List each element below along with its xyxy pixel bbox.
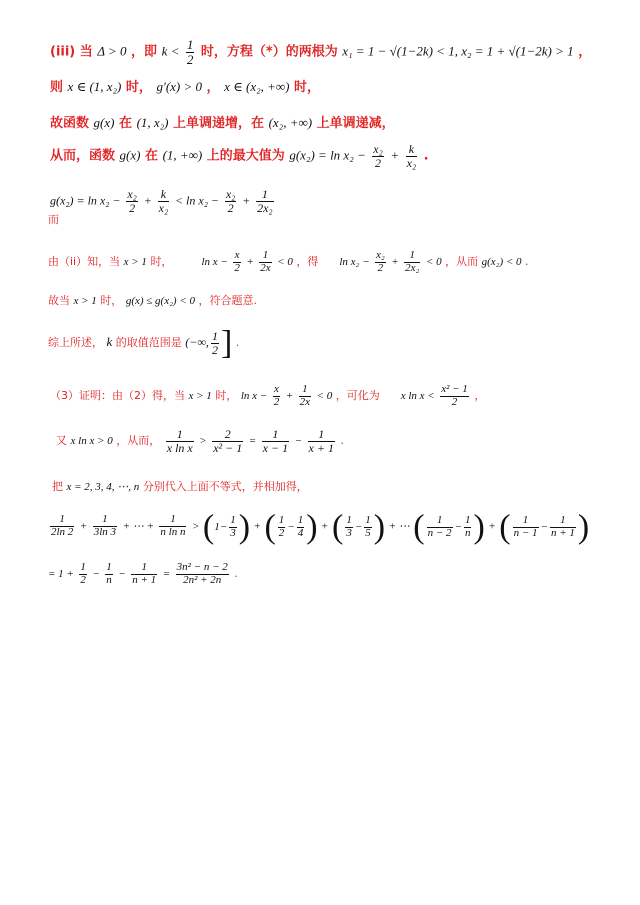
math: ln x₂ − [339, 256, 370, 269]
line-4: 从而，函数 g(x) 在 (1, +∞) 上的最大值为 g(x₂) = ln x₂ − $\frac{\text{x₂}}{2}$ + $\frac{k}{\text{x₂}}$ . [50, 142, 429, 170]
frac: $\frac{1}{2}$ [80, 561, 86, 586]
math-k: k < [161, 43, 180, 59]
line-5-equation: g(x₂) = ln x₂ − $\frac{\text{x₂}}{2}$ + $\frac{k}{\text{x₂}}$ < ln x₂ − $\frac{\text{x₂}}{2}$ + $\frac{1}{\text{2x₂}}$ [50, 187, 273, 215]
frac: $\frac{x}{2}$ [234, 249, 240, 274]
text-er: 而 [48, 213, 59, 226]
math-derivative: g′(x) > 0 [156, 79, 203, 94]
math-max: g(x₂) = ln x₂ − [289, 147, 366, 163]
frac: $\frac{\text{x₂}}{2}$ [127, 187, 137, 215]
frac: $\frac{\text{x² − 1}}{2}$ [441, 383, 468, 408]
math-roots: x₁ = 1 − √(1−2k) < 1, x₂ = 1 + √(1−2k) > 1 [342, 43, 574, 59]
frac: $\frac{1}{2x}$ [260, 249, 271, 274]
math-g: g(x) [119, 147, 141, 163]
math: x > 1 [188, 390, 212, 403]
text: (iii) 当 [50, 44, 93, 60]
math-interval: (x₂, +∞) [268, 115, 313, 130]
math-interval: x ∈ (1, x₂) [67, 79, 122, 94]
frac: $\frac{1}{\text{2x₂}}$ [405, 249, 420, 274]
frac: $\frac{1}{\text{2x₂}}$ [257, 187, 273, 215]
math-interval: (1, +∞) [162, 147, 203, 163]
line-1: (iii) 当 Δ > 0 ，即 k < $\frac{1}{2}$ 时，方程（*）的两根为 x₁ = 1 − √(1−2k) < 1, x₂ = 1 + √(1−2k) > 1 ， [50, 37, 592, 67]
frac: $\frac{\text{x₂}}{2}$ [225, 187, 236, 215]
frac: $\frac{\text{3n² − n − 2}}{\text{2n² + 2n}}$ [176, 561, 228, 586]
frac: $\frac{1}{n + 1}$ [132, 561, 157, 586]
math: x ln x > 0 [70, 435, 113, 448]
frac: $\frac{1}{\text{x ln x}}$ [166, 427, 193, 455]
math: x = 2, 3, 4, ⋯, n [66, 481, 140, 493]
math: x > 1 [73, 295, 97, 307]
math: x > 1 [123, 256, 147, 269]
frac: $\frac{1}{2x}$ [299, 383, 311, 408]
term: ( $\frac{1}{n - 1}$ − $\frac{1}{n + 1}$ ) [499, 508, 590, 545]
frac: $\frac{1}{x + 1}$ [308, 427, 334, 455]
math-delta: Δ > 0 [97, 43, 127, 59]
line-11: 又 x ln x > 0 ，从而， $\frac{1}{\text{x ln x}}$ > $\frac{2}{\text{x² − 1}}$ = $\frac{1}{x - 1}$ − $\frac{1}{x + 1}$ . [56, 427, 344, 455]
math-interval: x ∈ (x₂, +∞) [224, 79, 290, 94]
math: = 1 + [48, 568, 74, 581]
line-8: 故当 x > 1 时， g(x) ≤ g(x₂) < 0 ，符合题意. [48, 294, 258, 307]
line-13-sum: $\frac{1}{2\ln 2}$ + $\frac{1}{3\ln 3}$ + ⋯ + $\frac{1}{\text{n ln n}}$ > (1− $\frac{1}{3}$ ) + ( $\frac{1}{2}$ − $\frac{1}{4}$ ) + ( $\frac{1}{3}$ − $\frac{1}{5}$ ) + ⋯ ( $\frac{1}{n - 2}$ − $\frac{1}{n}$ ) + ( $\frac{1}{n - 1}$ − $\frac{1}{n + 1}$ ) [51, 508, 590, 545]
term: (1− $\frac{1}{3}$ ) [202, 508, 251, 545]
math: ln x − [201, 256, 228, 269]
math-interval: (1, x₂) [136, 115, 169, 130]
line-9: 综上所述， k 的取值范围是 (−∞, $\frac{1}{2}$ ] . [48, 324, 240, 361]
frac: $\frac{\text{x₂}}{2}$ [373, 142, 383, 170]
math-g: g(x) [93, 115, 115, 130]
line-14-result: = 1 + $\frac{1}{2}$ − $\frac{1}{n}$ − $\frac{1}{n + 1}$ = $\frac{\text{3n² − n − 2}}{\text{2n² + 2n}}$ . [48, 561, 238, 586]
frac: $\frac{k}{\text{x₂}}$ [406, 142, 417, 170]
frac: $\frac{k}{\text{x₂}}$ [158, 187, 169, 215]
frac: $\frac{1}{\text{n ln n}}$ [160, 513, 186, 539]
line-7: 由（ii）知，当 x > 1 时， ln x − $\frac{x}{2}$ + $\frac{1}{2x}$ < 0 ，得 ln x₂ − $\frac{\text{x₂}}{2}$ + $\frac{1}{\text{2x₂}}$ < 0 ，从而 g(x₂) < 0 . [48, 249, 529, 274]
frac: $\frac{2}{\text{x² − 1}}$ [213, 427, 243, 455]
math: g(x₂) < 0 [481, 256, 522, 269]
term: ( $\frac{1}{2}$ − $\frac{1}{4}$ ) [264, 508, 318, 545]
line-3: 故函数 g(x) 在 (1, x₂) 上单调递增，在 (x₂, +∞) 上单调递减， [50, 115, 395, 131]
line-12: 把 x = 2, 3, 4, ⋯, n 分别代入上面不等式，并相加得， [52, 480, 308, 493]
math: g(x₂) = ln x₂ − [50, 193, 121, 208]
frac: $\frac{x}{2}$ [273, 383, 280, 408]
frac: $\frac{1}{3\ln 3}$ [93, 513, 117, 539]
text: ，即 [131, 44, 158, 60]
math: ln x − [240, 390, 268, 403]
term: ( $\frac{1}{n - 2}$ − $\frac{1}{n}$ ) [413, 508, 485, 545]
frac-one-half: $\frac{1}{2}$ [186, 37, 194, 67]
math-k: k [106, 333, 113, 349]
text: 时，方程（*）的两根为 [200, 44, 338, 60]
math: g(x) ≤ g(x₂) < 0 [125, 295, 196, 307]
frac: $\frac{1}{n}$ [106, 561, 112, 586]
frac: $\frac{\text{x₂}}{2}$ [376, 249, 385, 274]
frac: $\frac{1}{2\ln 2}$ [51, 513, 74, 539]
math: x ln x < [400, 390, 435, 403]
frac: $\frac{1}{x - 1}$ [262, 427, 289, 455]
line-2: 则 x ∈ (1, x₂) 时， g′(x) > 0 ， x ∈ (x₂, +∞) 时， [50, 79, 321, 95]
term: ( $\frac{1}{3}$ − $\frac{1}{5}$ ) [331, 508, 386, 545]
interval: (−∞, $\frac{1}{2}$ ] [185, 324, 233, 361]
line-10: （3）证明：由（2）得，当 x > 1 时， ln x − $\frac{x}{2}$ + $\frac{1}{2x}$ < 0 ，可化为 x ln x < $\frac{\text{x² − 1}}{2}$ ， [50, 383, 486, 408]
